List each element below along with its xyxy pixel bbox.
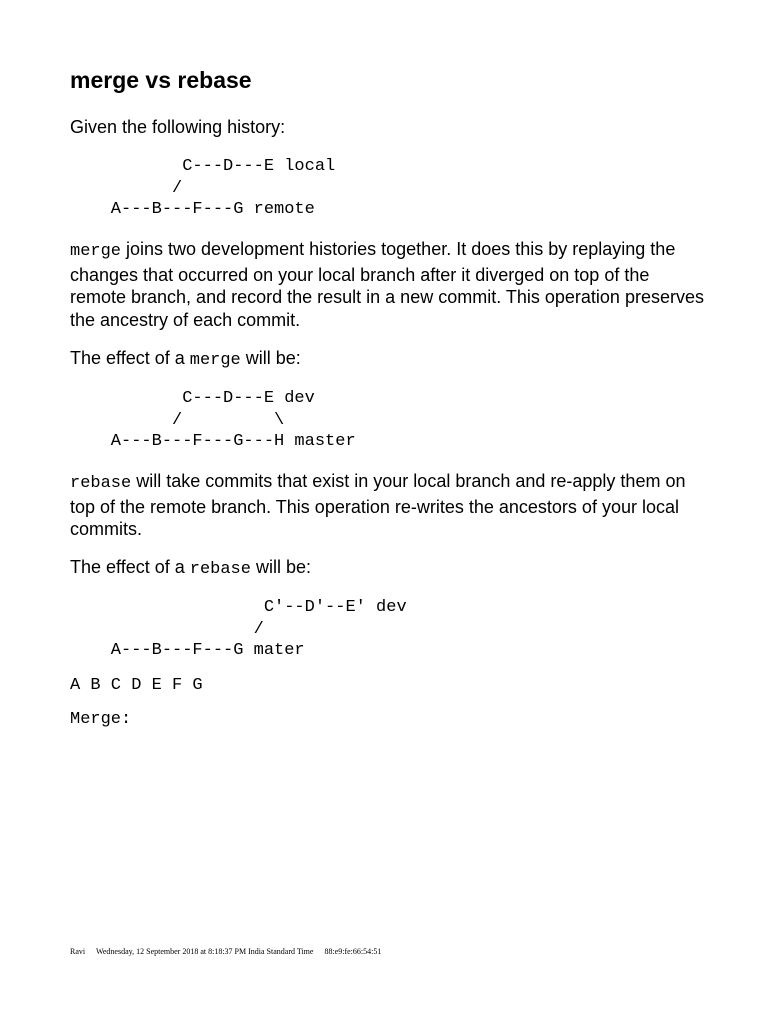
history-diagram — [70, 156, 335, 221]
footer-timestamp: Wednesday, 12 September 2018 at 8:18:37 PM India Standard Time — [95, 947, 314, 956]
merge-description — [70, 238, 710, 331]
intro-text: Given the following history: — [70, 117, 286, 137]
commit-letters: A B C D E F G — [70, 676, 203, 695]
history-diagram-line-2: / — [70, 178, 183, 198]
footer-author: Ravi — [70, 947, 86, 956]
merge-term: merge — [70, 242, 122, 261]
merge-description-text: joins two development histories together. It does this by replaying the changes that occurred on your local branch after it diverged on top of the remote branch, and record the result in a new commit. This operation preserves the ancestry of each commit. — [70, 239, 704, 330]
rebase-diagram-line-1: C'--D'--E' dev — [70, 598, 407, 617]
merge-effect-intro — [70, 347, 710, 373]
merge-diagram-line-1: C---D---E dev — [70, 389, 315, 408]
history-diagram-line-1: C---D---E local — [70, 157, 336, 176]
rebase-diagram-line-3: A---B---F---G mater — [70, 641, 305, 660]
rebase-effect-prefix: The effect of a — [70, 557, 190, 577]
rebase-description — [70, 470, 710, 541]
merge-diagram-line-3: A---B---F---G---H master — [70, 432, 356, 451]
merge-effect-prefix: The effect of a — [70, 348, 190, 368]
rebase-effect-term: rebase — [189, 560, 251, 579]
history-diagram-line-3: A---B---F---G remote — [70, 200, 315, 219]
merge-label: Merge: — [70, 710, 132, 729]
merge-diagram-line-2: / \ — [70, 410, 285, 430]
rebase-effect-suffix: will be: — [250, 557, 311, 577]
merge-effect-term: merge — [189, 351, 241, 370]
rebase-term: rebase — [70, 474, 132, 493]
rebase-effect-intro — [70, 556, 710, 582]
rebase-description-text: will take commits that exist in your local branch and re-apply them on top of the remote branch. This operation re-writes the ancestors of your local commits. — [70, 471, 686, 540]
page-title: merge vs rebase — [70, 67, 252, 93]
rebase-diagram-line-2: / — [70, 619, 264, 639]
footer-mac-address: 88:e9:fe:66:54:51 — [324, 947, 382, 956]
page-footer — [70, 946, 390, 958]
rebase-diagram — [70, 597, 407, 662]
merge-effect-suffix: will be: — [240, 348, 301, 368]
merge-diagram — [70, 388, 356, 453]
